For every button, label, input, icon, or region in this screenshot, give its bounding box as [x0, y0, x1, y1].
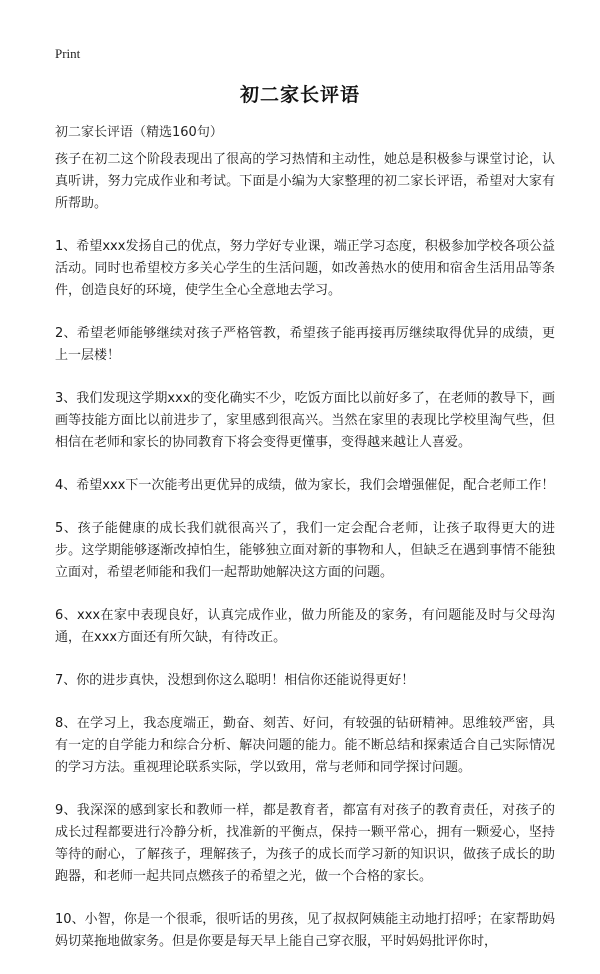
page-title: 初二家长评语	[239, 84, 360, 106]
document-body	[55, 149, 555, 974]
paragraph-2: 2、希望老师能够继续对孩子严格管教，希望孩子能再接再厉继续取得优异的成绩，更上一层楼！	[55, 326, 555, 363]
paragraph-5: 5、孩子能健康的成长我们就很高兴了，我们一定会配合老师，让孩子取得更大的进步。这学期能够逐渐改掉怕生，能够独立面对新的事物和人，但缺乏在遇到事情不能独立面对，希望老师能和我们一起帮助她解决这方面的问题。	[55, 521, 555, 580]
paragraph-6: 6、xxx在家中表现良好，认真完成作业，做力所能及的家务，有问题能及时与父母沟通，在xxx方面还有所欠缺，有待改正。	[55, 608, 555, 645]
paragraph-7: 7、你的进步真快，没想到你这么聪明！相信你还能说得更好！	[55, 673, 415, 688]
paragraph-8: 8、在学习上，我态度端正，勤奋、刻苦、好问，有较强的钻研精神。思维较严密，具有一定的自学能力和综合分析、解决问题的能力。能不断总结和探索适合自己实际情况的学习方法。重视理论联系实际，学以致用，常与老师和同学探讨问题。	[55, 716, 555, 775]
page-subtitle: 初二家长评语（精选160句）	[55, 125, 223, 140]
paragraph-4: 4、希望xxx下一次能考出更优异的成绩，做为家长，我们会增强催促，配合老师工作！	[55, 478, 555, 493]
print-link[interactable]: Print	[55, 46, 81, 61]
paragraph-9: 9、我深深的感到家长和教师一样，都是教育者，都富有对孩子的教育责任，对孩子的成长过程都要进行冷静分析，找准新的平衡点，保持一颗平常心，拥有一颗爱心，坚持等待的耐心，了解孩子，理解孩子，为孩子的成长而学习新的知识识，做孩子成长的助跑器，和老师一起共同点燃孩子的希望之光，做一个合格的家长。	[55, 803, 555, 884]
paragraph-intro: 孩子在初二这个阶段表现出了很高的学习热情和主动性，她总是积极参与课堂讨论，认真听讲，努力完成作业和考试。下面是小编为大家整理的初二家长评语，希望对大家有所帮助。	[55, 152, 555, 211]
paragraph-10: 10、小智，你是一个很乖，很听话的男孩，见了叔叔阿姨能主动地打招呼；在家帮助妈妈切菜拖地做家务。但是你要是每天早上能自己穿衣服，平时妈妈批评你时，	[55, 912, 555, 949]
paragraph-1: 1、希望xxx发扬自己的优点，努力学好专业课，端正学习态度，积极参加学校各项公益活动。同时也希望校方多关心学生的生活问题，如改善热水的使用和宿舍生活用品等条件，创造良好的环境，使学生全心全意地去学习。	[55, 239, 555, 298]
paragraph-3: 3、我们发现这学期xxx的变化确实不少，吃饭方面比以前好多了，在老师的教导下，画画等技能方面比以前进步了，家里感到很高兴。当然在家里的表现比学校里淘气些，但相信在老师和家长的协同教育下将会变得更懂事，变得越来越让人喜爱。	[55, 391, 555, 450]
